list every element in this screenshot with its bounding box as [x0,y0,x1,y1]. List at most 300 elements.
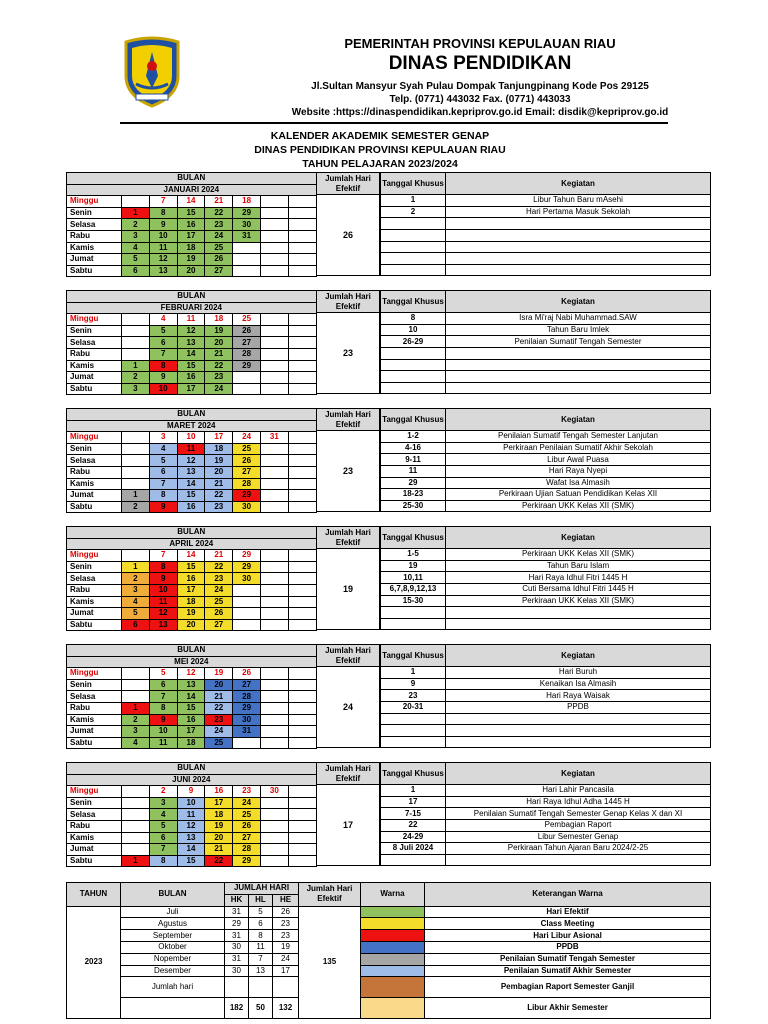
date-cell: 10 [149,726,177,738]
month-name: MEI 2024 [67,656,317,668]
month-calendar-grid [66,526,317,631]
sum-hl: 7 [249,953,273,965]
date-cell [260,832,288,844]
weekday-row [67,207,317,219]
event-text: Libur Semester Genap [446,831,711,843]
legend-text: Pembagian Raport Semester Ganjil [425,977,711,998]
tanggal-header: Tanggal Khusus [381,291,446,313]
event-text: Hari Raya Waisak [446,690,711,702]
date-cell [288,619,316,631]
event-text [446,359,711,371]
date-cell: 13 [177,679,205,691]
sum-jumlah-label: Jumlah hari [121,977,225,998]
date-cell: 30 [260,786,288,798]
weekday-row [67,679,317,691]
sum-total-he: 132 [273,998,299,1019]
weekday-label: Jumat [67,608,122,620]
date-cell: 20 [205,337,233,349]
date-cell [122,466,150,478]
legend-text: Penilaian Sumatif Tengah Semester [425,953,711,965]
event-row [381,336,711,348]
event-text: Isra Mi'raj Nabi Muhammad.SAW [446,313,711,325]
date-cell: 21 [205,478,233,490]
date-cell: 2 [122,372,150,384]
weekday-label: Kamis [67,596,122,608]
weekday-label: Minggu [67,550,122,562]
date-cell: 6 [149,832,177,844]
date-cell: 20 [205,466,233,478]
legend-swatch [361,965,425,977]
date-cell: 11 [177,443,205,455]
date-cell: 9 [149,573,177,585]
date-cell [122,668,150,680]
event-text [446,347,711,359]
date-cell [122,443,150,455]
event-date: 6,7,8,9,12,13 [381,583,446,595]
event-text [446,218,711,230]
weekday-row [67,702,317,714]
weekday-row [67,855,317,867]
date-cell [260,466,288,478]
date-cell [260,691,288,703]
event-row [381,195,711,207]
date-cell [288,348,316,360]
date-cell [260,219,288,231]
date-cell: 20 [205,679,233,691]
date-cell [122,820,150,832]
event-date: 8 Juli 2024 [381,843,446,855]
weekday-label: Jumat [67,844,122,856]
event-text: Perkiraan Penilaian Sumatif Akhir Sekolah [446,442,711,454]
date-cell [288,573,316,585]
weekday-row [67,786,317,798]
event-row [381,831,711,843]
weekday-label: Minggu [67,196,122,208]
weekday-label: Senin [67,797,122,809]
weekday-label: Rabu [67,230,122,242]
date-cell [288,832,316,844]
month-name: JUNI 2024 [67,774,317,786]
tanggal-header: Tanggal Khusus [381,527,446,549]
weekday-row [67,337,317,349]
event-row [381,241,711,253]
date-cell: 9 [177,786,205,798]
date-cell [288,691,316,703]
date-cell [260,668,288,680]
sum-keterangan-header: Keterangan Warna [425,883,711,907]
date-cell [288,265,316,277]
date-cell: 6 [149,679,177,691]
date-cell: 8 [149,561,177,573]
event-text: PPDB [446,701,711,713]
date-cell [233,242,261,254]
date-cell [288,314,316,326]
weekday-row [67,466,317,478]
date-cell [260,737,288,749]
event-row [381,701,711,713]
event-row [381,371,711,383]
date-cell: 2 [149,786,177,798]
date-cell: 31 [260,432,288,444]
event-date: 22 [381,819,446,831]
events-table [380,408,711,512]
date-cell: 4 [149,809,177,821]
event-text: Kenaikan Isa Almasih [446,678,711,690]
date-cell [233,254,261,266]
sum-hl: 11 [249,941,273,953]
weekday-label: Rabu [67,466,122,478]
date-cell [260,501,288,513]
event-row [381,736,711,748]
event-date: 1 [381,195,446,207]
event-date [381,725,446,737]
summary-row [67,977,711,998]
sum-total-hk: 182 [225,998,249,1019]
date-cell [288,584,316,596]
date-cell [260,619,288,631]
month-calendar-grid [66,408,317,513]
date-cell: 24 [205,726,233,738]
date-cell: 5 [149,668,177,680]
event-date [381,347,446,359]
event-date: 18-23 [381,489,446,501]
sum-efektif-header: Jumlah Hari Efektif [299,883,361,907]
date-cell [260,443,288,455]
event-date [381,713,446,725]
event-date: 23 [381,690,446,702]
weekday-label: Kamis [67,832,122,844]
month-block [66,762,710,868]
date-cell: 21 [205,348,233,360]
event-text [446,736,711,748]
legend-text: Libur Akhir Semester [425,998,711,1019]
date-cell [288,325,316,337]
doc-subtitle: DINAS PENDIDIKAN PROVINSI KEPULAUAN RIAU [254,144,506,156]
weekday-row [67,550,317,562]
kegiatan-header: Kegiatan [446,763,711,785]
date-cell [260,702,288,714]
event-row [381,324,711,336]
date-cell [288,478,316,490]
summary-row [67,953,711,965]
event-text: Perkiraan UKK Kelas XII (SMK) [446,595,711,607]
event-row [381,465,711,477]
date-cell: 14 [177,550,205,562]
event-row [381,253,711,265]
event-text: Penilaian Sumatif Tengah Semester Lanjutan [446,431,711,443]
date-cell: 18 [177,242,205,254]
date-cell: 10 [149,584,177,596]
date-cell: 1 [122,561,150,573]
date-cell [122,550,150,562]
tanggal-header: Tanggal Khusus [381,645,446,667]
date-cell: 6 [149,466,177,478]
date-cell: 29 [233,207,261,219]
date-cell: 12 [177,455,205,467]
date-cell [288,550,316,562]
event-date: 4-16 [381,442,446,454]
sum-hk-header: HK [225,894,249,906]
kegiatan-header: Kegiatan [446,645,711,667]
event-row [381,713,711,725]
effective-header: Jumlah Hari Efektif [317,527,380,549]
event-date: 26-29 [381,336,446,348]
month-calendar-grid [66,290,317,395]
summary-section [66,882,710,1012]
date-cell: 20 [177,265,205,277]
date-cell: 29 [233,702,261,714]
weekday-label: Rabu [67,584,122,596]
date-cell: 5 [149,455,177,467]
date-cell: 12 [177,325,205,337]
legend-swatch [361,941,425,953]
date-cell: 9 [149,219,177,231]
weekday-row [67,809,317,821]
date-cell [288,455,316,467]
date-cell [288,820,316,832]
date-cell [122,809,150,821]
event-text [446,618,711,630]
event-date: 10,11 [381,572,446,584]
effective-days [316,526,380,630]
sum-he: 24 [273,953,299,965]
effective-header: Jumlah Hari Efektif [317,763,380,785]
date-cell: 24 [233,432,261,444]
event-date: 25-30 [381,500,446,512]
date-cell [260,679,288,691]
sum-hk: 30 [225,941,249,953]
month-block [66,290,710,396]
event-row [381,572,711,584]
date-cell [260,726,288,738]
date-cell: 17 [177,383,205,395]
doc-year: TAHUN PELAJARAN 2023/2024 [302,158,458,170]
header-line-government: PEMERINTAH PROVINSI KEPULAUAN RIAU [344,36,616,51]
date-cell [260,265,288,277]
date-cell [233,737,261,749]
events-table [380,762,711,866]
event-row [381,218,711,230]
month-block [66,644,710,750]
event-row [381,313,711,325]
event-text: Libur Tahun Baru mAsehi [446,195,711,207]
date-cell: 3 [149,797,177,809]
date-cell: 18 [177,596,205,608]
sum-he: 23 [273,930,299,942]
weekday-row [67,443,317,455]
date-cell: 9 [149,714,177,726]
date-cell: 3 [122,726,150,738]
legend-swatch [361,918,425,930]
sum-year: 2023 [67,906,121,1019]
date-cell: 25 [205,737,233,749]
date-cell [260,478,288,490]
event-row [381,442,711,454]
date-cell: 1 [122,360,150,372]
date-cell [288,490,316,502]
event-row [381,489,711,501]
date-cell: 14 [177,844,205,856]
date-cell [288,432,316,444]
event-text [446,854,711,866]
date-cell: 21 [205,844,233,856]
sum-hk: 31 [225,930,249,942]
event-date [381,382,446,394]
kegiatan-header: Kegiatan [446,527,711,549]
date-cell: 19 [177,608,205,620]
date-cell [260,608,288,620]
date-cell: 18 [205,809,233,821]
legend-text: Class Meeting [425,918,711,930]
date-cell: 8 [149,360,177,372]
weekday-label: Jumat [67,490,122,502]
weekday-row [67,668,317,680]
weekday-label: Minggu [67,432,122,444]
date-cell: 19 [205,820,233,832]
weekday-label: Sabtu [67,501,122,513]
sum-bulan: Nopember [121,953,225,965]
weekday-label: Selasa [67,219,122,231]
date-cell: 15 [177,702,205,714]
event-date: 1-5 [381,549,446,561]
date-cell: 22 [205,207,233,219]
event-row [381,229,711,241]
date-cell: 12 [149,254,177,266]
date-cell: 23 [233,786,261,798]
date-cell: 19 [205,668,233,680]
legend-text: Penilaian Sumatif Akhir Semester [425,965,711,977]
sum-he: 26 [273,906,299,918]
date-cell: 1 [122,207,150,219]
date-cell [288,219,316,231]
date-cell [260,325,288,337]
date-cell: 13 [177,466,205,478]
date-cell [288,242,316,254]
date-cell [288,561,316,573]
event-text: Hari Buruh [446,667,711,679]
date-cell: 17 [205,432,233,444]
date-cell [260,820,288,832]
date-cell: 7 [149,691,177,703]
date-cell: 16 [177,372,205,384]
date-cell: 29 [233,855,261,867]
date-cell: 8 [149,855,177,867]
event-row [381,607,711,619]
event-date: 20-31 [381,701,446,713]
date-cell [233,596,261,608]
date-cell: 20 [177,619,205,631]
header-divider [120,122,668,124]
event-date [381,607,446,619]
date-cell [288,786,316,798]
event-row [381,382,711,394]
weekday-label: Jumat [67,726,122,738]
date-cell: 27 [233,466,261,478]
date-cell: 3 [122,383,150,395]
weekday-row [67,820,317,832]
weekday-row [67,596,317,608]
date-cell [260,855,288,867]
date-cell: 21 [205,550,233,562]
weekday-row [67,478,317,490]
date-cell [260,573,288,585]
date-cell [288,668,316,680]
weekday-label: Senin [67,443,122,455]
date-cell: 26 [205,608,233,620]
legend-text: PPDB [425,941,711,953]
legend-swatch [361,953,425,965]
event-date [381,229,446,241]
event-row [381,347,711,359]
month-name: JANUARI 2024 [67,184,317,196]
date-cell [122,844,150,856]
month-calendar-grid [66,172,317,277]
effective-days [316,644,380,748]
tanggal-header: Tanggal Khusus [381,173,446,195]
provincial-emblem-icon [122,36,182,108]
kegiatan-header: Kegiatan [446,291,711,313]
date-cell [260,561,288,573]
date-cell [260,372,288,384]
date-cell: 9 [149,372,177,384]
event-date: 17 [381,796,446,808]
date-cell: 10 [177,432,205,444]
date-cell [122,325,150,337]
events-table [380,644,711,748]
weekday-row [67,325,317,337]
event-text: Perkiraan Tahun Ajaran Baru 2024/2-25 [446,843,711,855]
weekday-label: Sabtu [67,265,122,277]
date-cell [260,230,288,242]
effective-count: 24 [317,667,380,748]
date-cell [288,443,316,455]
date-cell: 19 [205,455,233,467]
date-cell [122,348,150,360]
date-cell: 23 [205,573,233,585]
date-cell: 18 [233,196,261,208]
date-cell: 8 [149,207,177,219]
event-text [446,382,711,394]
date-cell: 11 [149,242,177,254]
date-cell: 16 [177,219,205,231]
sum-hl: 8 [249,930,273,942]
date-cell: 18 [205,443,233,455]
event-date: 9 [381,678,446,690]
bulan-label: BULAN [67,763,317,775]
weekday-label: Jumat [67,372,122,384]
date-cell: 26 [233,325,261,337]
event-text: Perkiraan UKK Kelas XII (SMK) [446,500,711,512]
event-date [381,264,446,276]
date-cell [233,372,261,384]
date-cell: 27 [233,679,261,691]
date-cell [260,207,288,219]
date-cell [288,702,316,714]
date-cell [288,797,316,809]
sum-hk: 30 [225,965,249,977]
date-cell: 1 [122,855,150,867]
weekday-label: Jumat [67,254,122,266]
date-cell: 5 [149,820,177,832]
weekday-label: Sabtu [67,619,122,631]
sum-warna-header: Warna [361,883,425,907]
legend-text: Hari Libur Asional [425,930,711,942]
date-cell: 4 [149,314,177,326]
weekday-row [67,383,317,395]
event-text: Tahun Baru Imlek [446,324,711,336]
bulan-label: BULAN [67,173,317,185]
event-row [381,690,711,702]
